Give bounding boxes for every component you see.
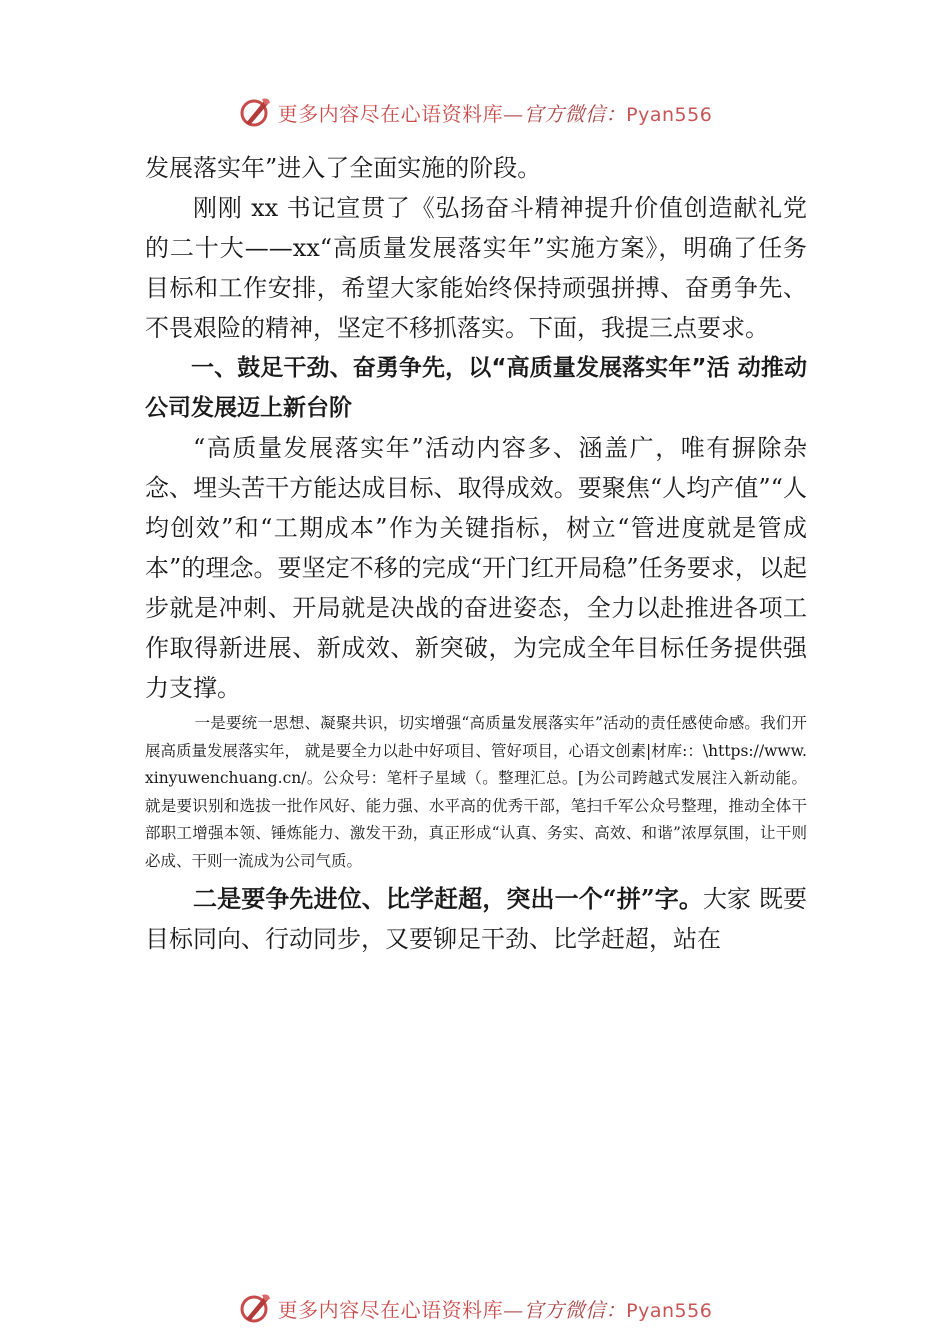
banner-library-text: 更多内容尽在心语资料库 [277, 1297, 504, 1322]
banner-dash: — [503, 1297, 524, 1322]
banner-library-text: 更多内容尽在心语资料库 [277, 101, 504, 126]
paragraph-continuation: 发展落实年”进入了全面实施的阶段。 [145, 154, 542, 182]
header-banner-text [278, 98, 713, 127]
banner-wechat-id: Pyan556 [626, 1299, 713, 1322]
banner-dash: — [503, 101, 524, 126]
section-heading-1: 一、鼓足干劲、奋勇争先，以“高质量发展落实年”活 动推动公司发展迈上新台阶 [145, 355, 807, 421]
footer-banner [0, 1288, 950, 1328]
point-2-lead: 二是要争先进位、比学赶超，突出一个“拼”字。 [193, 884, 703, 913]
paragraph-point-2 [145, 879, 807, 959]
header-banner [0, 92, 950, 132]
paragraph-intro: 刚刚 xx 书记宣贯了《弘扬奋斗精神提升价值创造献礼党的二十大——xx“高质量发展落实年”实施方案》，明确了任务目标和工作安排，希望大家能始终保持顽强拼搏、奋勇争先、不畏艰险的精神，坚定不移抓落实。下面，我提三点要求。 [145, 194, 807, 342]
paragraph-small-print: 一是要统一思想、凝聚共识，切实增强“高质量发展落实年”活动的责任感使命感。我们开展高质量发展落实年， 就是要全力以赴中好项目、管好项目，心语文创素|材库:：\https://www.xinyuwenchuang.cn/。公众号：笔杆子星域（。整理汇总。[为公司跨越式发展注入新动能。就是要识别和选拔一批作风好、能力强、水平高的优秀干部，笔扫千军公众号整理，推动全体干部职工增强本领、锤炼能力、激发干劲，真正形成“认真、务实、高效、和谐”浓厚氛围，让干则必成、干则一流成为公司气质。 [145, 714, 807, 870]
banner-wechat-id: Pyan556 [626, 103, 713, 126]
quill-logo-icon [238, 1291, 272, 1325]
banner-wechat-label: 官方微信： [523, 101, 627, 126]
banner-wechat-label: 官方微信： [523, 1297, 627, 1322]
document-body [145, 148, 807, 959]
footer-banner-text [278, 1294, 713, 1323]
point-2-text: 大家 既要目标同向、行动同步，又要铆足干劲、比学赶超，站在 [145, 885, 807, 953]
quill-logo-icon [238, 95, 272, 129]
paragraph-section-1: “高质量发展落实年”活动内容多、涵盖广，唯有摒除杂念、埋头苦干方能达成目标、取得成效。要聚焦“人均产值”“人均创效”和“工期成本”作为关键指标，树立“管进度就是管成本”的理念。要坚定不移的完成“开门红开局稳”任务要求，以起步就是冲刺、开局就是决战的奋进姿态，全力以赴推进各项工作取得新进展、新成效、新突破，为完成全年目标任务提供强力支撑。 [145, 434, 807, 702]
